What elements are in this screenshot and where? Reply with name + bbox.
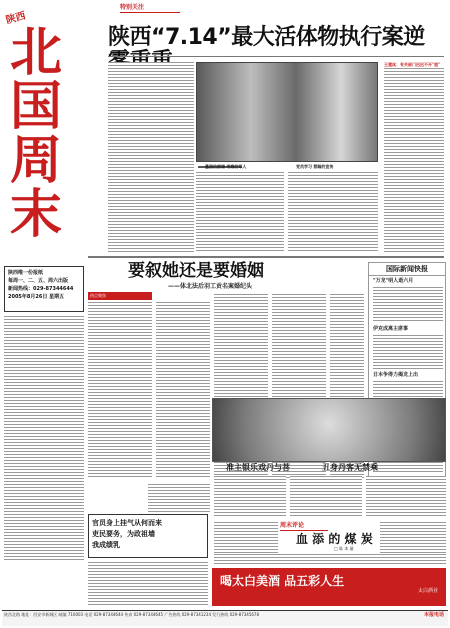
masthead — [4, 2, 82, 264]
quote-line-2: 吏民要务，为政祖墙 — [92, 530, 155, 538]
lower-text-3 — [366, 476, 446, 518]
quote-side-text — [148, 484, 210, 512]
masthead-char-3: 周 — [10, 130, 59, 191]
mid-text-col-1 — [88, 302, 152, 478]
intl-news-title: 国际新闻快报 — [369, 263, 445, 276]
left-bottom-extra — [88, 562, 208, 606]
hot-focus-tag: 热点聚焦 — [88, 292, 152, 300]
intl-item-1: "万龙"明人逝六月 — [373, 278, 414, 284]
intl-item-2: 伊克成离主席事 — [373, 326, 409, 332]
commentary-byline: □ 陈 本 量 — [334, 546, 354, 551]
quote-line-3: 我成绩乳 — [92, 541, 120, 549]
info-date: 2005年8月26日 星期五 — [8, 294, 65, 300]
commentary-title: 血 添 的 煤 炭 — [296, 532, 373, 546]
masthead-info-box — [4, 266, 84, 312]
intl-item-2-text — [373, 335, 443, 369]
bottom-strip-right: 本报电话 — [423, 612, 444, 618]
bottom-strip-text: 陕西北路 地址：西安市新城区 邮编 710003 电话 029-87344644 传真 029-87344645 广告热线 029-87341234 发行热线 029-87345678 — [4, 612, 260, 617]
top-text-col-r — [384, 62, 444, 252]
top-text-col-4 — [288, 172, 378, 252]
lower-photo — [212, 398, 446, 462]
top-text-col-1 — [108, 62, 194, 252]
special-focus-tag: 特别关注 — [120, 4, 180, 13]
info-days: 每周一、二、五、周六出版 — [8, 278, 69, 284]
mid-headline: 要叙她还是要婚姻 — [128, 261, 264, 281]
ad-sub: 太白酒业 — [417, 588, 438, 594]
info-title: 陕西唯一份报纸 — [8, 270, 44, 276]
info-phone: 新闻热线：029-87344644 — [8, 286, 74, 292]
ad-banner — [212, 568, 446, 606]
masthead-char-4: 末 — [10, 184, 59, 245]
top-text-col-3 — [196, 172, 284, 252]
left-bottom-text — [4, 316, 84, 560]
intl-item-1-text — [373, 287, 443, 323]
quote-box — [88, 514, 208, 558]
masthead-char-1: 北 — [10, 22, 59, 83]
commentary-tag: 周末评论 — [280, 522, 328, 531]
masthead-title — [10, 22, 80, 245]
top-rule — [108, 56, 444, 57]
top-side-headline: 王建丝：有关部门迟迟不开"庭" — [384, 62, 444, 67]
top-caption-right: 党员学习 蔡翰的宣传 — [296, 164, 334, 169]
top-caption-mid: 墓园的围墙 考察的军人 — [205, 164, 247, 169]
ad-text: 喝太白美酒 品五彩人生 — [220, 574, 345, 588]
masthead-kicker: 陕西 — [4, 10, 27, 27]
section-divider-1 — [88, 256, 444, 258]
bottom-strip — [2, 610, 448, 626]
mid-subhead: ——体北法后羽工贡名案婚纪头 — [168, 283, 253, 290]
intl-item-3: 日本争得力揭龙上出 — [373, 372, 419, 378]
mid-text-col-2 — [156, 302, 210, 478]
lower-caption-a: 准主银乐戏丹与菩 — [226, 463, 290, 472]
top-photo-main — [196, 62, 378, 162]
top-headline: 陕西“7.14”最大活体物执行案逆 — [108, 25, 425, 50]
lower-text-2 — [290, 476, 362, 518]
lower-caption-b: 丑身丹客无禁乘 — [322, 463, 378, 472]
commentary-text-2 — [214, 554, 446, 564]
commentary-text-3 — [380, 522, 446, 554]
lower-text-1 — [214, 476, 286, 518]
quote-line-1: 官员身上挂气从何而来 — [92, 519, 162, 527]
masthead-char-2: 国 — [10, 76, 59, 137]
